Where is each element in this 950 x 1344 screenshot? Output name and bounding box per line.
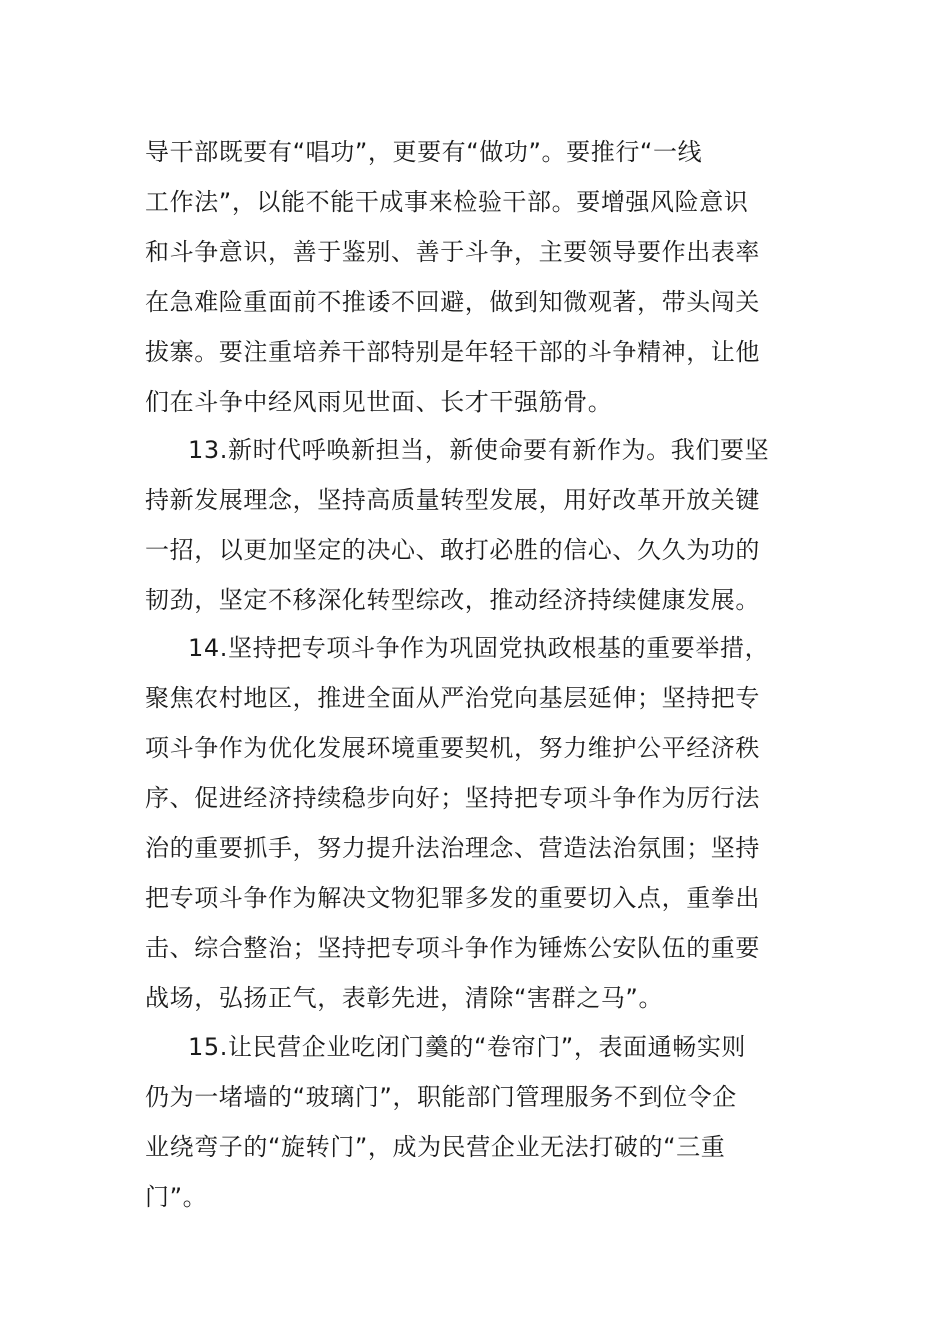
text-line: 项斗争作为优化发展环境重要契机，努力维护公平经济秩 [145, 734, 760, 762]
text-line: 和斗争意识，善于鉴别、善于斗争，主要领导要作出表率 [145, 238, 760, 266]
text-line: 战场，弘扬正气，表彰先进，清除“害群之马”。 [145, 984, 664, 1012]
paragraph-15-first-line: 15.让民营企业吃闭门羹的“卷帘门”，表面通畅实则 [188, 1033, 747, 1061]
paragraph-14-first-line: 14.坚持把专项斗争作为巩固党执政根基的重要举措， [188, 634, 770, 662]
text-line: 把专项斗争作为解决文物犯罪多发的重要切入点，重拳出 [145, 884, 760, 912]
paragraph-13-first-line: 13.新时代呼唤新担当，新使命要有新作为。我们要坚 [188, 436, 770, 464]
text-line: 工作法”，以能不能干成事来检验干部。要增强风险意识 [145, 188, 749, 216]
text-line: 仍为一堵墙的“玻璃门”，职能部门管理服务不到位令企 [145, 1083, 737, 1111]
text-line: 一招，以更加坚定的决心、敢打必胜的信心、久久为功的 [145, 536, 760, 564]
text-line: 门”。 [145, 1183, 208, 1211]
text-line: 在急难险重面前不推诿不回避，做到知微观著，带头闯关 [145, 288, 760, 316]
text-line: 拔寨。要注重培养干部特别是年轻干部的斗争精神，让他 [145, 338, 760, 366]
text-line: 治的重要抓手，努力提升法治理念、营造法治氛围；坚持 [145, 834, 760, 862]
text-line: 导干部既要有“唱功”，更要有“做功”。要推行“一线 [145, 138, 703, 166]
text-line: 序、促进经济持续稳步向好；坚持把专项斗争作为厉行法 [145, 784, 760, 812]
text-line: 击、综合整治；坚持把专项斗争作为锤炼公安队伍的重要 [145, 934, 760, 962]
text-line: 业绕弯子的“旋转门”，成为民营企业无法打破的“三重 [145, 1133, 726, 1161]
text-line: 们在斗争中经风雨见世面、长才干强筋骨。 [145, 388, 613, 416]
text-line: 持新发展理念，坚持高质量转型发展，用好改革开放关键 [145, 486, 760, 514]
text-line: 聚焦农村地区，推进全面从严治党向基层延伸；坚持把专 [145, 684, 760, 712]
text-line: 韧劲，坚定不移深化转型综改，推动经济持续健康发展。 [145, 586, 760, 614]
